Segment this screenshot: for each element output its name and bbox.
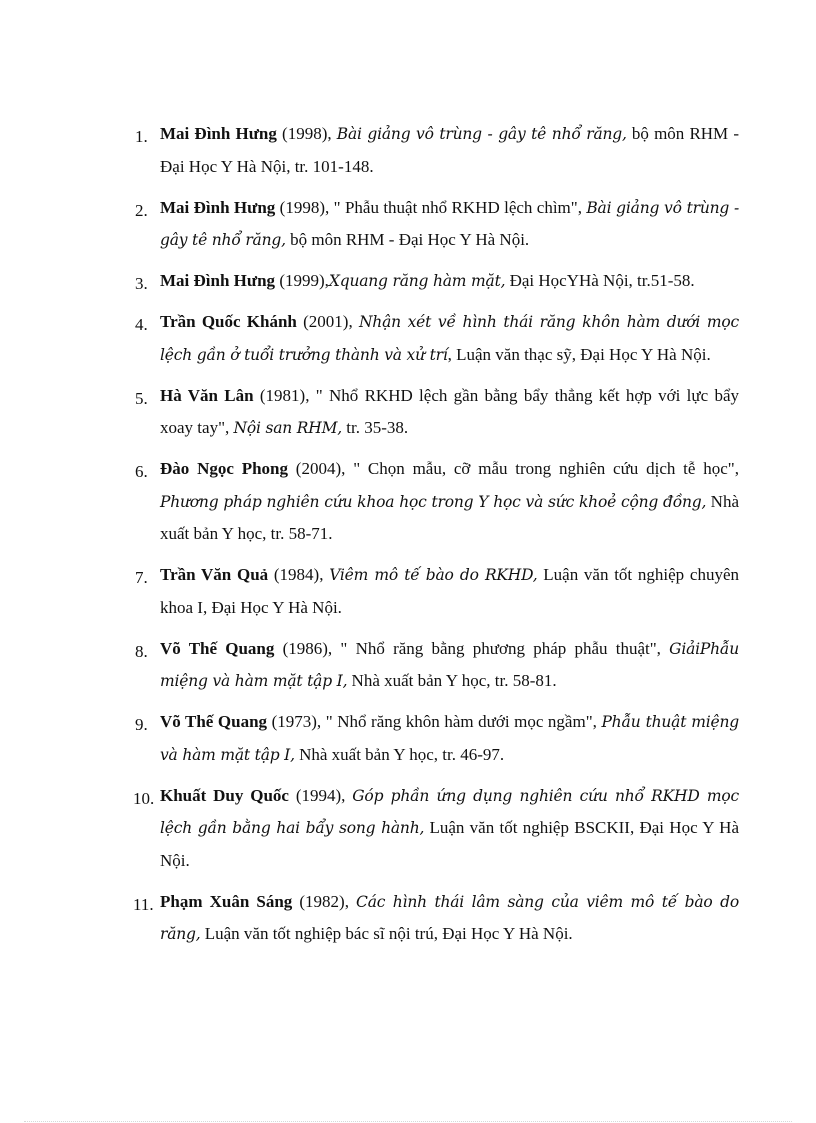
reference-author: Võ Thế Quang [160,638,275,658]
reference-number: 1. [135,127,148,146]
reference-source: Xquang răng hàm mặt, [328,272,506,290]
reference-item [133,118,739,183]
reference-source: Viêm mô tế bào do RKHD, [329,566,538,584]
reference-author: Mai Đình Hưng [160,197,276,217]
reference-publisher: Luận văn tốt nghiệp BSCKII, Đại Học Y Hà Nội. [160,818,739,870]
reference-author: Trần Văn Quả [160,565,269,584]
reference-year: (1973), [267,712,326,731]
page-bottom-dotted-rule [24,1121,792,1122]
reference-year: (1999), [275,271,329,290]
reference-title: " Phẫu thuật nhổ RKHD lệch chìm", [333,197,587,217]
reference-year: (1982), [292,891,357,911]
reference-publisher: Nhà xuất bản Y học, tr. 46-97. [294,744,505,764]
reference-publisher: Luận văn tốt nghiệp chuyên khoa I, Đại Học Y Hà Nội. [160,565,739,617]
reference-year: (1984), [268,565,330,584]
reference-number: 3. [135,274,148,293]
reference-item [133,886,739,951]
reference-source: Nội san RHM, [233,419,342,437]
reference-number: 4. [135,315,148,334]
reference-year: (1981), [253,385,316,405]
reference-list [133,118,739,959]
reference-title: " Nhổ RKHD lệch gần bằng bẩy thẳng kết hợp với lực bẩy xoay tay", [160,385,739,437]
reference-author: Đào Ngọc Phong [160,459,288,478]
reference-source: Phẫu thuật miệng và hàm mặt tập I, [160,713,739,764]
reference-source: Các hình thái lâm sàng của viêm mô tế bào do răng, [160,892,739,943]
reference-year: (2004), [288,459,354,478]
reference-publisher: Đại HọcYHà Nội, tr.51-58. [505,271,695,290]
reference-year: (1986), [274,638,341,658]
reference-year: (2001), [296,312,359,331]
reference-item [133,192,739,257]
reference-number: 11. [133,894,154,914]
reference-publisher: , Luận văn thạc sỹ, Đại Học Y Hà Nội. [447,344,711,364]
reference-item [133,633,739,698]
reference-author: Phạm Xuân Sáng [160,891,293,911]
reference-author: Võ Thế Quang [160,712,268,731]
reference-publisher: Nhà xuất bản Y học, tr. 58-71. [160,491,739,543]
reference-source: Bài giảng vô trùng - gây tê nhổ răng, [160,198,740,249]
reference-number: 5. [135,388,148,408]
reference-item [133,706,739,771]
reference-author: Mai Đình Hưng [160,271,276,290]
reference-number: 10. [133,788,155,808]
reference-title: " Nhổ răng bằng phương pháp phẫu thuật", [340,638,670,658]
reference-title: " Nhổ răng khôn hàm dưới mọc ngầm", [325,712,602,731]
reference-number: 2. [135,200,148,220]
reference-item [133,453,739,551]
reference-author: Khuất Duy Quốc [160,785,289,805]
reference-item [133,380,739,445]
reference-source: Bài giảng vô trùng - gây tê nhổ răng, [336,125,627,143]
reference-source: Phương pháp nghiên cứu khoa học trong Y học và sức khoẻ cộng đồng, [160,492,707,511]
reference-publisher: tr. 35-38. [342,418,409,437]
reference-source: GiảiPhẫu miệng và hàm mặt tập I, [160,639,739,690]
reference-source: Nhận xét về hình thái răng khôn hàm dưới mọc lệch gần ở tuổi trưởng thành và xử trí [160,313,739,364]
reference-year: (1994), [288,785,353,805]
reference-publisher: bộ môn RHM - Đại Học Y Hà Nội, tr. 101-148. [160,124,739,176]
reference-year: (1998), [275,197,334,217]
reference-item [133,306,739,371]
reference-item [133,780,739,878]
reference-year: (1998), [276,124,337,143]
reference-author: Mai Đình Hưng [160,124,277,143]
reference-item [133,559,739,624]
reference-number: 7. [135,568,148,587]
reference-author: Hà Văn Lân [160,385,254,405]
reference-author: Trần Quốc Khánh [160,312,297,331]
reference-number: 8. [135,641,148,661]
reference-publisher: bộ môn RHM - Đại Học Y Hà Nội. [285,230,530,249]
reference-publisher: Luận văn tốt nghiệp bác sĩ nội trú, Đại Học Y Hà Nội. [200,924,573,943]
reference-number: 6. [135,462,148,481]
reference-publisher: Nhà xuất bản Y học, tr. 58-81. [347,671,557,690]
reference-item [133,265,739,298]
reference-number: 9. [135,715,148,734]
reference-source: Góp phần ứng dụng nghiên cứu nhổ RKHD mọc lệch gần bằng hai bẩy song hành, [160,786,740,837]
reference-title: " Chọn mẫu, cỡ mẫu trong nghiên cứu dịch tễ học", [353,459,739,478]
